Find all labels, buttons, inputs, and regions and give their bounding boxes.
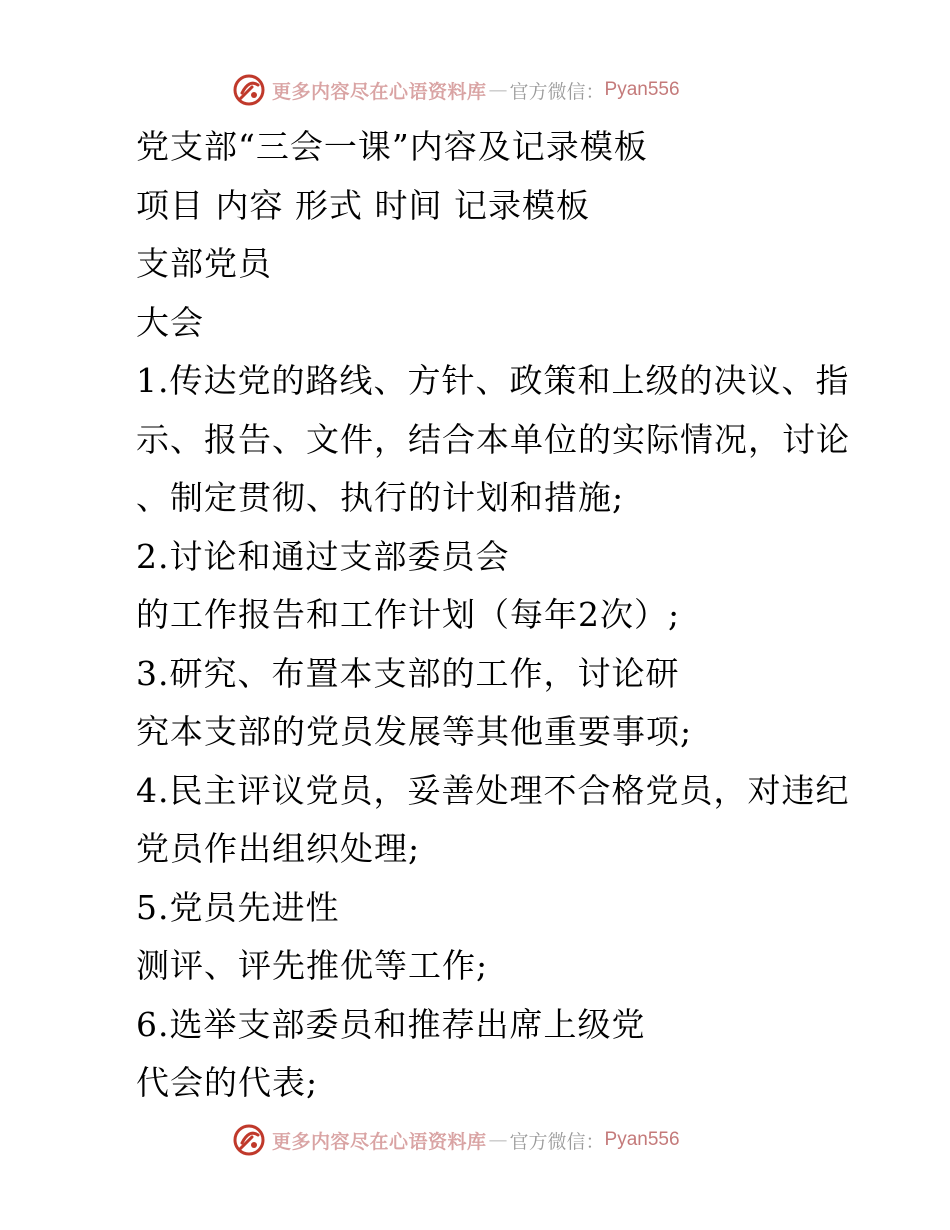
text-line: 4.民主评议党员，妥善处理不合格党员，对违纪 [136, 770, 850, 810]
text-line: 测评、评先推优等工作; [136, 946, 489, 985]
text-line: 5.党员先进性 [136, 887, 340, 927]
text-line: 3.研究、布置本支部的工作，讨论研 [136, 653, 680, 693]
brand-logo-icon [232, 1123, 266, 1157]
document-body [136, 118, 856, 1113]
document-title: 党支部“三会一课”内容及记录模板 [136, 127, 648, 166]
brand-logo-icon [232, 73, 266, 107]
watermark-wechat-id: Pyan556 [604, 1129, 680, 1150]
text-line: 究本支部的党员发展等其他重要事项; [136, 712, 693, 751]
watermark-wechat-label: 官方微信： [509, 80, 605, 103]
text-line: 支部党员 [136, 244, 272, 283]
text-line: 党员作出组织处理; [136, 829, 421, 868]
text-line: 2.讨论和通过支部委员会 [136, 536, 510, 576]
watermark-separator: — [488, 79, 508, 101]
footer-watermark [232, 1122, 680, 1158]
text-line: 、制定贯彻、执行的计划和措施; [136, 478, 625, 517]
table-header-line: 项目 内容 形式 时间 记录模板 [136, 185, 590, 225]
text-line: 大会 [136, 302, 204, 342]
text-line: 示、报告、文件，结合本单位的实际情况，讨论 [136, 419, 850, 459]
watermark-separator: — [488, 1129, 508, 1151]
text-line: 的工作报告和工作计划（每年2次）; [136, 595, 681, 634]
text-line: 代会的代表; [136, 1063, 319, 1102]
watermark-wechat-id: Pyan556 [604, 79, 680, 100]
watermark-brand-text: 更多内容尽在心语资料库 [272, 1130, 487, 1153]
text-line: 1.传达党的路线、方针、政策和上级的决议、指 [136, 361, 850, 400]
text-line: 6.选举支部委员和推荐出席上级党 [136, 1004, 646, 1044]
watermark-wechat-label: 官方微信： [509, 1130, 605, 1153]
header-watermark [232, 72, 680, 108]
watermark-brand-text: 更多内容尽在心语资料库 [272, 80, 487, 103]
